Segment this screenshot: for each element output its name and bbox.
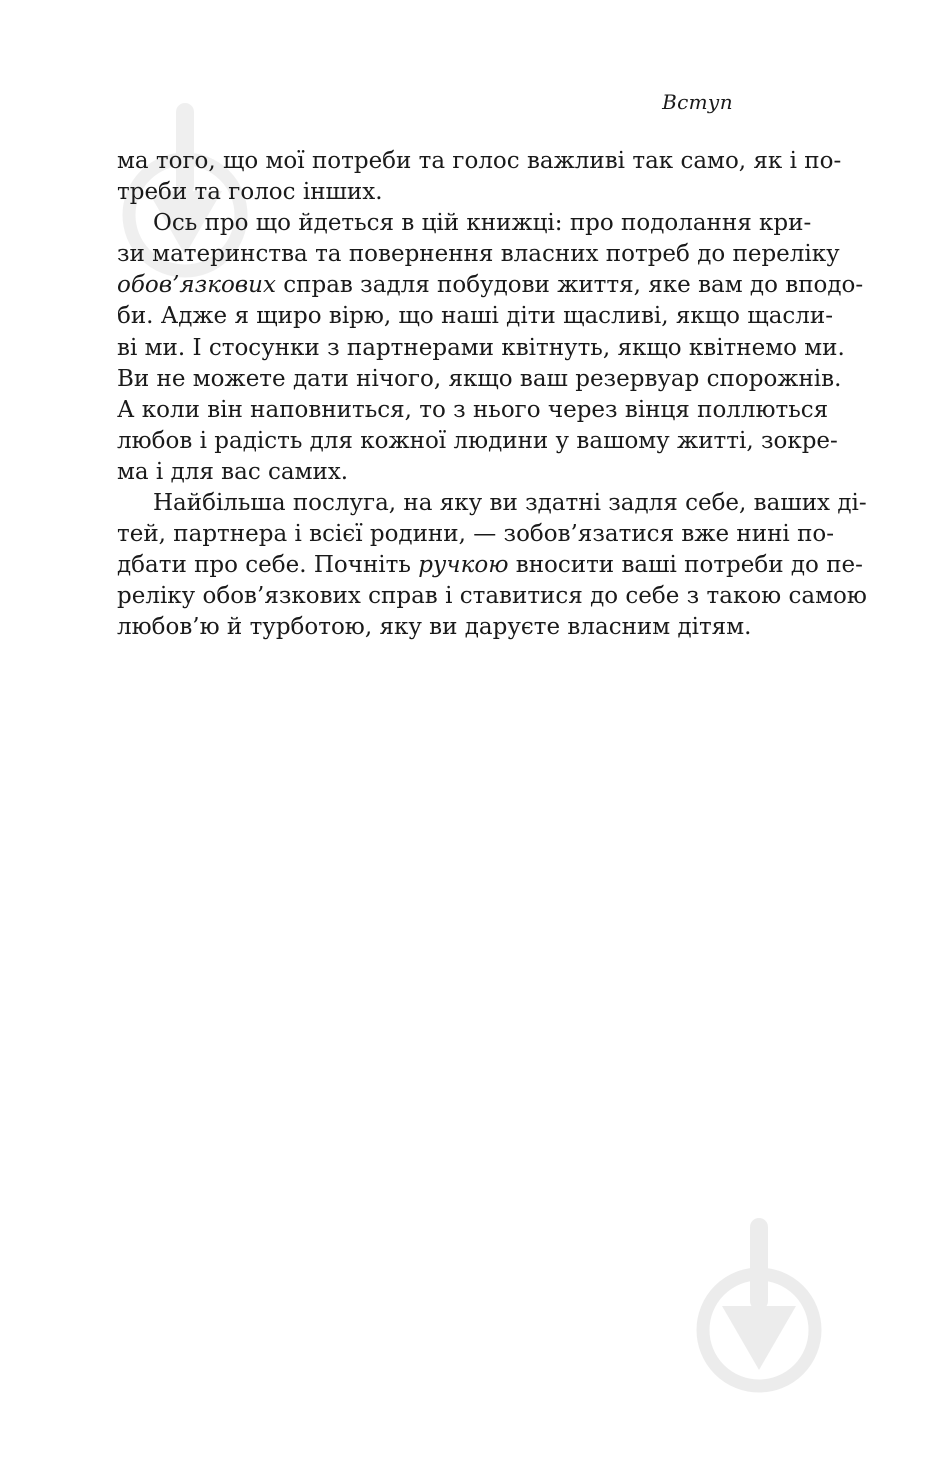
text-run: справ задля побудови життя, яке вам до вподо- [275,272,864,299]
text-line [117,270,864,301]
text-line [117,519,835,550]
italic-text: ручкою [418,552,509,579]
paragraph [117,146,842,208]
text-line [117,612,782,643]
text-line [117,208,812,239]
text-line [117,177,782,208]
text-run: реліку обов’язкових справ і ставитися до себе з такою самою [117,583,867,610]
text-run: дбати про себе. Почніть [117,552,419,579]
text-line [117,333,845,364]
text-run: Ви не можете дати нічого, якщо ваш резервуар спорожнів. [117,365,842,392]
trowel-watermark-icon [692,1218,827,1398]
text-run: ві ми. І стосунки з партнерами квітнуть, якщо квітнемо ми. [117,334,845,361]
text-run: треби та голос інших. [117,179,383,206]
paragraph [117,488,867,643]
text-run: вносити ваші потреби до пе- [508,552,863,579]
text-run: любов’ю й турботою, яку ви даруєте власним дітям. [117,614,752,641]
text-run: любов і радість для кожної людини у вашому житті, зокре- [117,427,838,454]
paragraph [117,208,864,488]
text-run: тей, партнера і всієї родини, — зобов’язатися вже нині по- [117,521,835,548]
text-line [117,550,863,581]
text-line [117,395,829,426]
body-text [117,146,867,644]
text-line [117,301,834,332]
text-run: Найбільша послуга, на яку ви здатні задля себе, ваших ді- [153,490,867,517]
text-line [117,239,840,270]
text-line [117,364,842,395]
text-run: би. Адже я щиро вірю, що наші діти щасливі, якщо щасли- [117,303,834,330]
text-run: ма і для вас самих. [117,458,349,485]
italic-text: обов’язкових [117,272,276,299]
text-line [117,146,842,177]
text-line [117,488,867,519]
running-head: Вступ [662,90,733,114]
text-run: зи материнства та повернення власних потреб до переліку [117,241,840,268]
text-run: Ось про що йдеться в цій книжці: про подолання кри- [153,210,812,237]
text-line [117,581,867,612]
text-run: ма того, що мої потреби та голос важливі так само, як і по- [117,148,842,174]
text-run: А коли він наповниться, то з нього через вінця поллються [117,396,829,423]
text-line [117,426,838,457]
text-line [117,457,782,488]
